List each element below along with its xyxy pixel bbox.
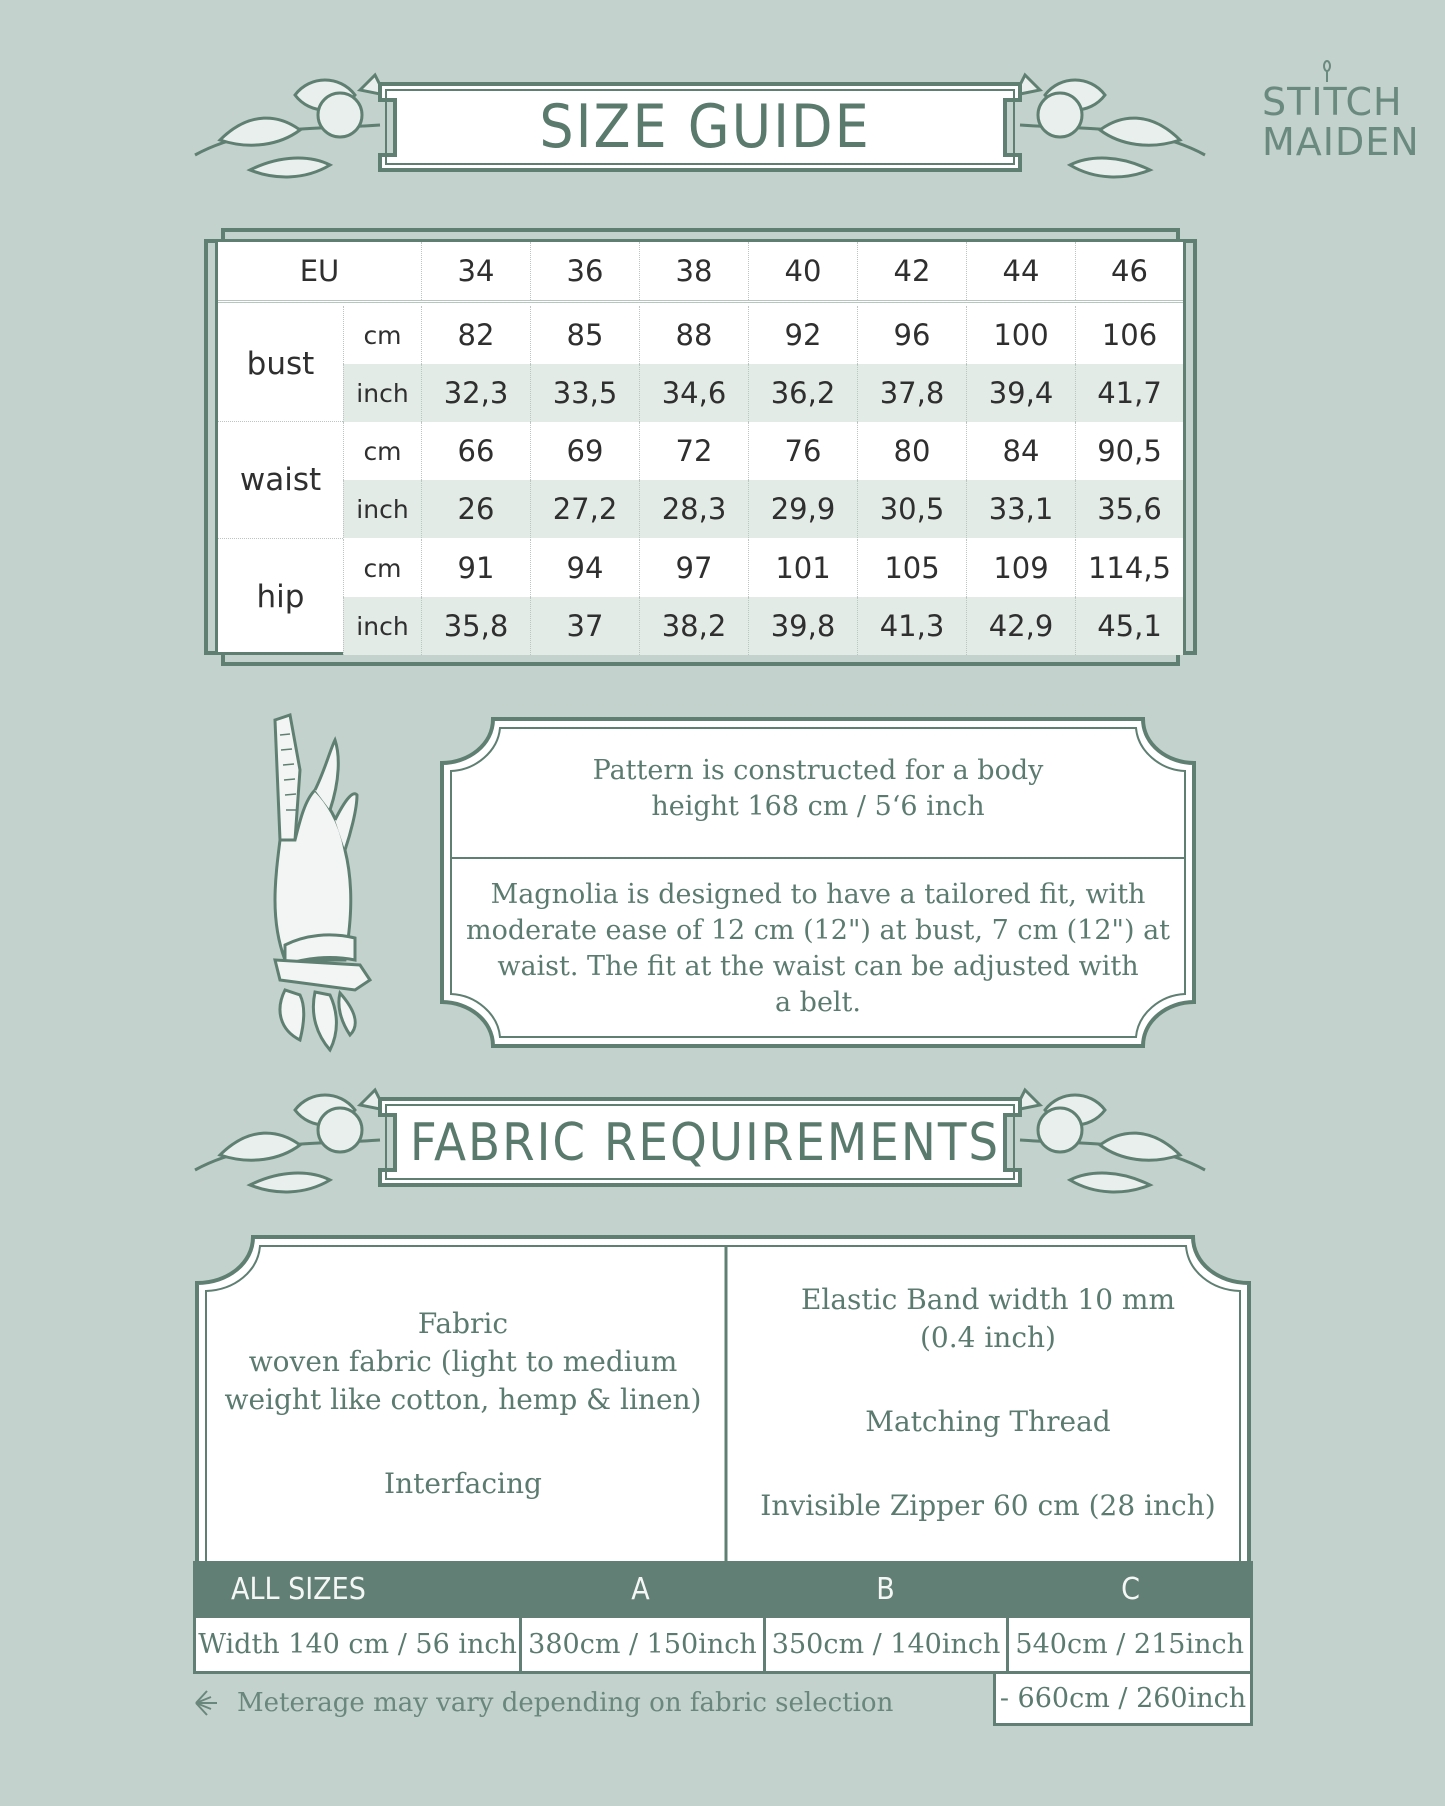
size-c-extra-value: - 660cm / 260inch bbox=[993, 1674, 1253, 1726]
size-col-a: A bbox=[631, 1572, 650, 1607]
value-cell: 106 bbox=[1075, 306, 1183, 364]
unit-cell: inch bbox=[343, 597, 421, 655]
unit-cell: cm bbox=[343, 422, 421, 480]
fit-description-text bbox=[458, 877, 1178, 1021]
value-cell: 35,8 bbox=[421, 597, 530, 655]
body-height-line-2: height 168 cm / 5‘6 inch bbox=[651, 791, 985, 822]
elastic-line-2: (0.4 inch) bbox=[920, 1321, 1056, 1354]
value-cell: 29,9 bbox=[748, 480, 857, 538]
value-cell: 37 bbox=[530, 597, 639, 655]
size-34: 34 bbox=[421, 242, 530, 300]
value-cell: 72 bbox=[639, 422, 748, 480]
value-cell: 114,5 bbox=[1075, 539, 1183, 597]
fabric-desc-line-2: weight like cotton, hemp & linen) bbox=[224, 1383, 702, 1416]
fit-line-4: a belt. bbox=[774, 987, 861, 1018]
stitch-maiden-logo bbox=[1262, 60, 1420, 170]
value-cell: 28,3 bbox=[639, 480, 748, 538]
size-col-b: B bbox=[876, 1572, 895, 1607]
hip-label: hip bbox=[256, 579, 305, 615]
value-cell: 105 bbox=[857, 539, 966, 597]
meterage-note bbox=[193, 1688, 893, 1718]
fabric-right-column bbox=[738, 1281, 1238, 1525]
fit-info-box bbox=[438, 715, 1198, 1050]
unit-cell: inch bbox=[343, 364, 421, 422]
value-cell: 69 bbox=[530, 422, 639, 480]
value-cell: 92 bbox=[748, 306, 857, 364]
value-cell: 76 bbox=[748, 422, 857, 480]
thread-text: Matching Thread bbox=[865, 1405, 1111, 1438]
fabric-left-column bbox=[213, 1305, 713, 1503]
table-row bbox=[343, 539, 1183, 597]
size-44: 44 bbox=[966, 242, 1075, 300]
hand-measuring-tape-illustration bbox=[245, 710, 385, 1055]
value-cell: 84 bbox=[966, 422, 1075, 480]
size-header-row bbox=[218, 242, 1183, 303]
size-a-value: 380cm / 150inch bbox=[519, 1618, 763, 1671]
eu-label: EU bbox=[299, 254, 340, 288]
logo-line-1: STITCH bbox=[1262, 80, 1403, 124]
size-grid bbox=[215, 239, 1186, 655]
table-row bbox=[343, 306, 1183, 364]
value-cell: 85 bbox=[530, 306, 639, 364]
size-42: 42 bbox=[857, 242, 966, 300]
bust-label: bust bbox=[218, 306, 343, 422]
size-b-value: 350cm / 140inch bbox=[763, 1618, 1007, 1671]
zipper-text: Invisible Zipper 60 cm (28 inch) bbox=[760, 1489, 1216, 1522]
value-cell: 30,5 bbox=[857, 480, 966, 538]
size-col-c: C bbox=[1121, 1572, 1140, 1607]
body-height-line-1: Pattern is constructed for a body bbox=[592, 755, 1044, 786]
size-c-value: 540cm / 215inch bbox=[1006, 1618, 1250, 1671]
value-cell: 39,4 bbox=[966, 364, 1075, 422]
value-cell: 100 bbox=[966, 306, 1075, 364]
value-cell: 45,1 bbox=[1075, 597, 1183, 655]
size-table bbox=[203, 227, 1198, 667]
fabric-box bbox=[193, 1233, 1253, 1568]
table-row bbox=[343, 480, 1183, 538]
table-row bbox=[343, 422, 1183, 480]
needle-icon bbox=[1317, 60, 1337, 82]
sprig-icon bbox=[193, 1688, 219, 1718]
value-cell: 42,9 bbox=[966, 597, 1075, 655]
all-sizes-label: ALL SIZES bbox=[231, 1572, 366, 1607]
value-cell: 33,1 bbox=[966, 480, 1075, 538]
elastic-line-1: Elastic Band width 10 mm bbox=[800, 1283, 1176, 1316]
value-cell: 32,3 bbox=[421, 364, 530, 422]
size-guide-title: SIZE GUIDE bbox=[539, 92, 871, 162]
waist-label: waist bbox=[218, 422, 343, 539]
size-36: 36 bbox=[530, 242, 639, 300]
value-cell: 36,2 bbox=[748, 364, 857, 422]
size-40: 40 bbox=[748, 242, 857, 300]
fabric-heading: Fabric bbox=[417, 1307, 509, 1340]
value-cell: 109 bbox=[966, 539, 1075, 597]
value-cell: 91 bbox=[421, 539, 530, 597]
unit-cell: cm bbox=[343, 539, 421, 597]
value-cell: 96 bbox=[857, 306, 966, 364]
value-cell: 35,6 bbox=[1075, 480, 1183, 538]
value-cell: 27,2 bbox=[530, 480, 639, 538]
unit-cell: inch bbox=[343, 480, 421, 538]
value-cell: 80 bbox=[857, 422, 966, 480]
fabric-sizes-header bbox=[193, 1561, 1253, 1618]
value-cell: 90,5 bbox=[1075, 422, 1183, 480]
value-cell: 41,3 bbox=[857, 597, 966, 655]
value-cell: 33,5 bbox=[530, 364, 639, 422]
value-cell: 37,8 bbox=[857, 364, 966, 422]
value-cell: 38,2 bbox=[639, 597, 748, 655]
value-cell: 88 bbox=[639, 306, 748, 364]
value-cell: 41,7 bbox=[1075, 364, 1183, 422]
fit-line-2: moderate ease of 12 cm (12") at bust, 7 cm (12") at bbox=[465, 915, 1171, 946]
fit-line-1: Magnolia is designed to have a tailored fit, with bbox=[490, 879, 1146, 910]
table-row bbox=[343, 597, 1183, 655]
table-row bbox=[343, 364, 1183, 422]
value-cell: 101 bbox=[748, 539, 857, 597]
fabric-desc-line-1: woven fabric (light to medium bbox=[248, 1345, 678, 1378]
fabric-requirements-title: FABRIC REQUIREMENTS bbox=[409, 1113, 1001, 1173]
unit-cell: cm bbox=[343, 306, 421, 364]
value-cell: 94 bbox=[530, 539, 639, 597]
value-cell: 82 bbox=[421, 306, 530, 364]
value-cell: 34,6 bbox=[639, 364, 748, 422]
width-label: Width 140 cm / 56 inch bbox=[198, 1629, 517, 1660]
size-38: 38 bbox=[639, 242, 748, 300]
interfacing-text: Interfacing bbox=[384, 1467, 542, 1500]
body-height-text bbox=[458, 753, 1178, 825]
fabric-width-row bbox=[193, 1618, 1253, 1674]
value-cell: 97 bbox=[639, 539, 748, 597]
value-cell: 39,8 bbox=[748, 597, 857, 655]
meterage-note-text: Meterage may vary depending on fabric selection bbox=[237, 1688, 894, 1718]
fit-line-3: waist. The fit at the waist can be adjusted with bbox=[497, 951, 1139, 982]
size-46: 46 bbox=[1075, 242, 1183, 300]
value-cell: 66 bbox=[421, 422, 530, 480]
value-cell: 26 bbox=[421, 480, 530, 538]
logo-line-2: MAIDEN bbox=[1262, 120, 1420, 164]
